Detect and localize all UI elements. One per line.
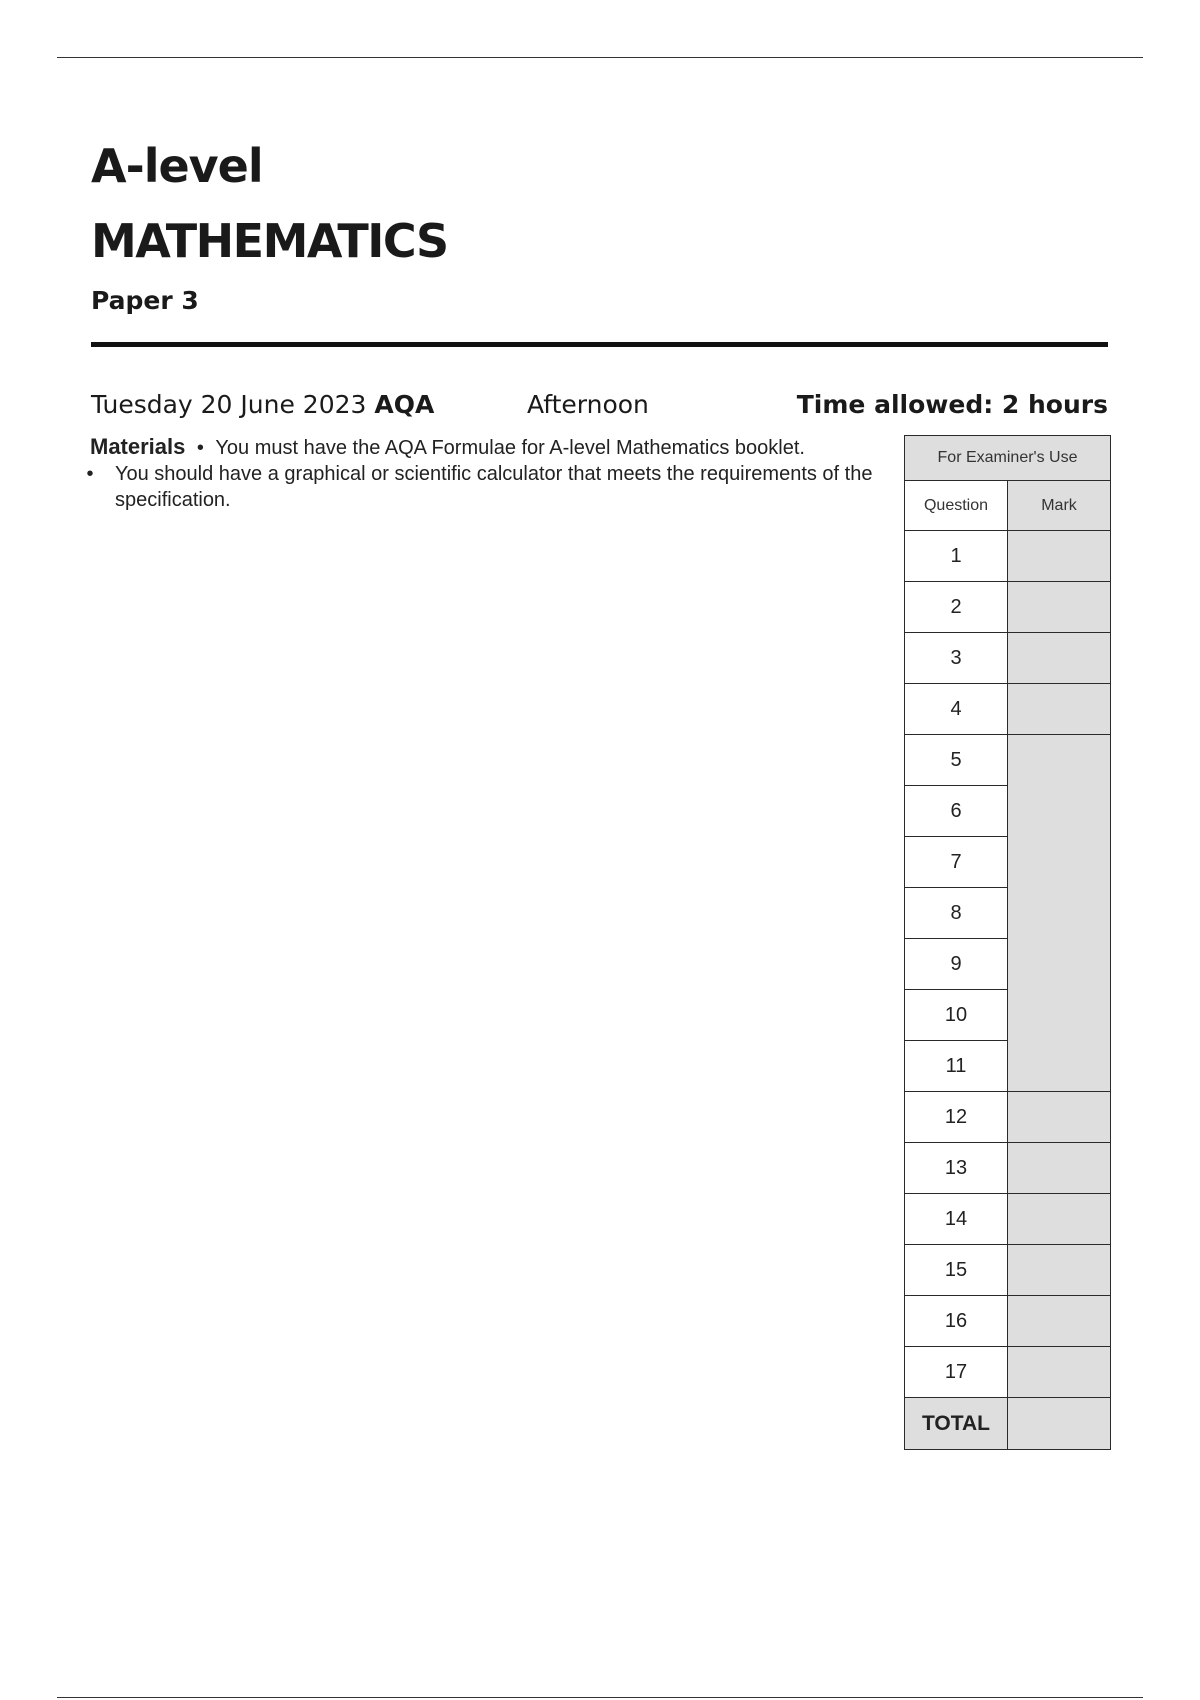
examiner-use-table bbox=[904, 435, 1111, 1450]
mark-column-header: Mark bbox=[1008, 481, 1111, 531]
bullet-icon: • bbox=[86, 463, 94, 485]
top-rule bbox=[57, 57, 1143, 58]
question-number: 15 bbox=[905, 1245, 1008, 1296]
mark-cell bbox=[1008, 1143, 1111, 1194]
question-number: 2 bbox=[905, 582, 1008, 633]
question-number: 13 bbox=[905, 1143, 1008, 1194]
question-number: 4 bbox=[905, 684, 1008, 735]
question-number: 10 bbox=[905, 990, 1008, 1041]
materials-heading: Materials bbox=[90, 434, 186, 459]
mark-cell bbox=[1008, 531, 1111, 582]
question-number: 8 bbox=[905, 888, 1008, 939]
bottom-rule bbox=[57, 1697, 1143, 1698]
exam-session: Afternoon bbox=[527, 390, 649, 419]
question-number: 17 bbox=[905, 1347, 1008, 1398]
time-allowed: Time allowed: 2 hours bbox=[796, 390, 1108, 419]
exam-board: AQA bbox=[374, 390, 435, 419]
materials-row-2 bbox=[86, 461, 900, 513]
question-number: 7 bbox=[905, 837, 1008, 888]
exam-date: Tuesday 20 June 2023 bbox=[91, 390, 367, 419]
subject-title: MATHEMATICS bbox=[91, 214, 448, 268]
question-number: 5 bbox=[905, 735, 1008, 786]
mark-cell bbox=[1008, 633, 1111, 684]
bullet-icon: • bbox=[196, 437, 204, 459]
question-number: 14 bbox=[905, 1194, 1008, 1245]
header-divider bbox=[91, 342, 1108, 347]
paper-number: Paper 3 bbox=[91, 286, 199, 315]
mark-cell-merged bbox=[1008, 735, 1111, 1092]
materials-row-1 bbox=[90, 434, 900, 461]
question-number: 6 bbox=[905, 786, 1008, 837]
question-number: 3 bbox=[905, 633, 1008, 684]
mark-cell bbox=[1008, 1092, 1111, 1143]
question-number: 16 bbox=[905, 1296, 1008, 1347]
exam-date-line bbox=[91, 388, 434, 422]
mark-cell bbox=[1008, 1347, 1111, 1398]
mark-cell bbox=[1008, 582, 1111, 633]
materials-section bbox=[86, 434, 900, 513]
mark-cell bbox=[1008, 1194, 1111, 1245]
total-mark-cell bbox=[1008, 1398, 1111, 1450]
question-column-header: Question bbox=[905, 481, 1008, 531]
question-number: 1 bbox=[905, 531, 1008, 582]
mark-cell bbox=[1008, 1245, 1111, 1296]
qualification-title: A-level bbox=[91, 139, 263, 193]
examiner-table-title: For Examiner's Use bbox=[905, 436, 1111, 481]
materials-item-2: You should have a graphical or scientific calculator that meets the requirements of the specification. bbox=[115, 463, 873, 511]
materials-item-1: You must have the AQA Formulae for A-level Mathematics booklet. bbox=[215, 437, 805, 459]
mark-cell bbox=[1008, 1296, 1111, 1347]
total-label: TOTAL bbox=[905, 1398, 1008, 1450]
question-number: 9 bbox=[905, 939, 1008, 990]
question-number: 12 bbox=[905, 1092, 1008, 1143]
question-number: 11 bbox=[905, 1041, 1008, 1092]
mark-cell bbox=[1008, 684, 1111, 735]
